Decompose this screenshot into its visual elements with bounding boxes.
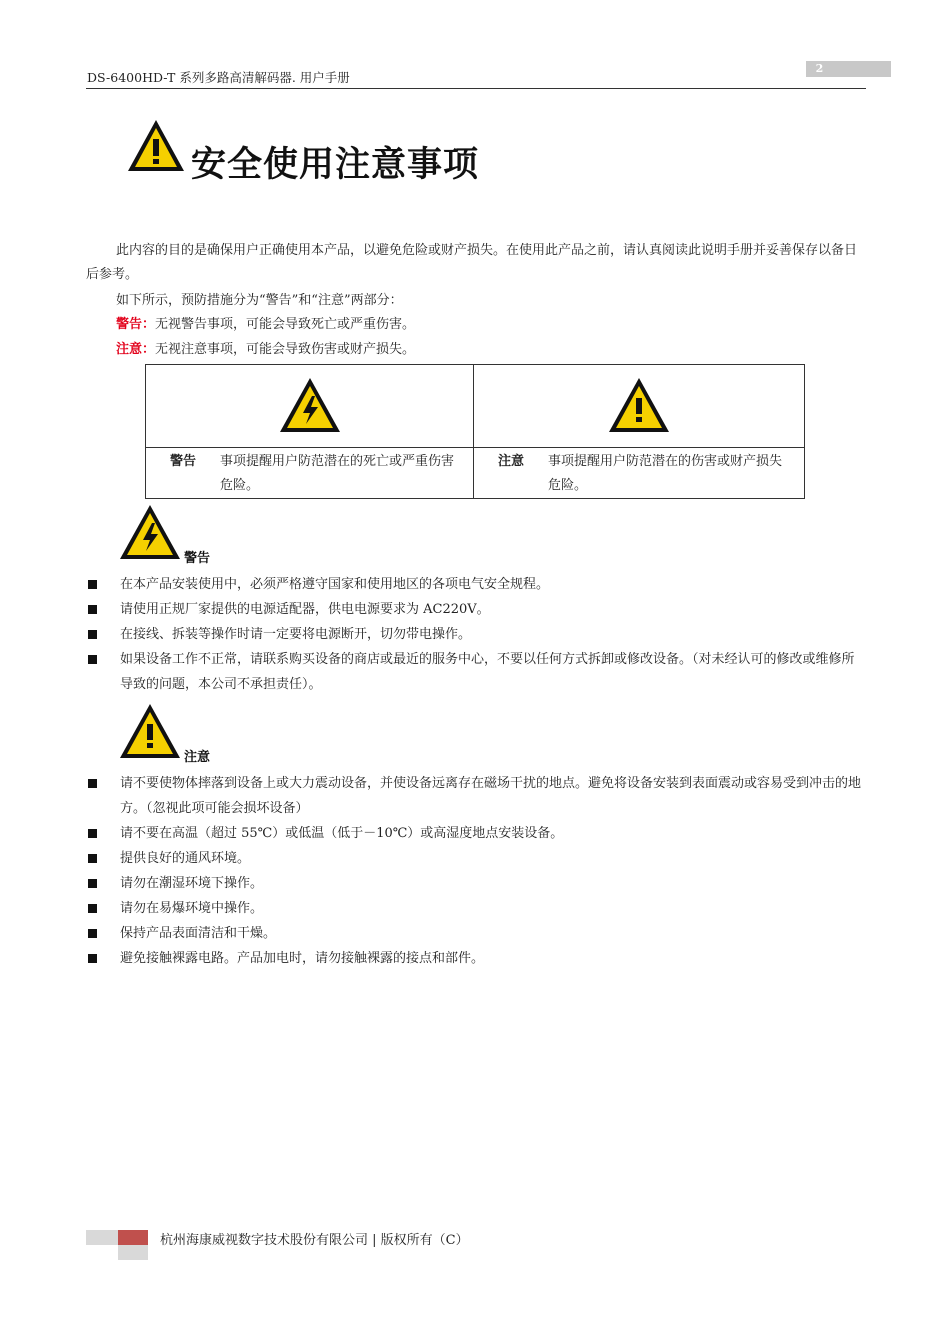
bullet-square-icon [88,630,97,639]
warning-list [86,572,866,697]
warning-label: 警告： [116,317,156,332]
intro-paragraph: 此内容的目的是确保用户正确使用本产品，以避免危险或财产损失。在使用此产品之前，请认真阅读此说明手册并妥善保存以备日后参考。 [86,243,858,282]
page-number: 2 [815,62,824,75]
caution-table-text: 事项提醒用户防范潜在的伤害或财产损失危险。 [548,454,783,493]
footer-copyright: 杭州海康威视数字技术股份有限公司 | 版权所有（C） [160,1233,469,1248]
electric-shock-warning-icon [118,503,182,561]
list-item: 提供良好的通风环境。 [86,846,866,871]
caution-triangle-icon [125,117,187,175]
list-item: 请不要在高温（超过 55℃）或低温（低于－10℃）或高湿度地点安装设备。 [86,821,866,846]
list-item: 在本产品安装使用中，必须严格遵守国家和使用地区的各项电气安全规程。 [86,572,866,597]
page-number-badge [806,61,891,77]
header-divider [86,88,866,89]
bullet-square-icon [88,954,97,963]
bullet-square-icon [88,779,97,788]
warning-section-label: 警告 [184,551,211,566]
list-item: 请勿在易爆环境中操作。 [86,896,866,921]
list-item: 请不要使物体摔落到设备上或大力震动设备，并使设备远离存在磁场干扰的地点。避免将设备安装到表面震动或容易受到冲击的地方。（忽视此项可能会损坏设备） [86,771,866,821]
list-item: 避免接触裸露电路。产品加电时，请勿接触裸露的接点和部件。 [86,946,866,971]
caution-desc-cell [474,448,805,499]
caution-exclamation-icon [607,376,671,434]
caution-definition [116,338,415,362]
footer-gray-block [86,1230,118,1245]
electric-shock-warning-icon [278,376,342,434]
warning-table-label: 警告 [169,454,196,469]
list-item: 如果设备工作不正常，请联系购买设备的商店或最近的服务中心，不要以任何方式拆卸或修改设备。（对未经认可的修改或维修所导致的问题，本公司不承担责任）。 [86,647,866,697]
caution-section-label: 注意 [184,750,211,765]
list-item: 在接线、拆装等操作时请一定要将电源断开，切勿带电操作。 [86,622,866,647]
bullet-square-icon [88,879,97,888]
bullet-square-icon [88,904,97,913]
sign-table [145,364,805,499]
page-title: 安全使用注意事项 [191,144,480,185]
bullet-square-icon [88,929,97,938]
footer-red-block [118,1230,148,1245]
list-item: 请勿在潮湿环境下操作。 [86,871,866,896]
warning-icon-cell [146,365,474,448]
list-item: 请使用正规厂家提供的电源适配器，供电电源要求为 AC220V。 [86,597,866,622]
warning-desc-cell [146,448,474,499]
bullet-square-icon [88,605,97,614]
header-title: DS-6400HD-T 系列多路高清解码器. 用户手册 [87,70,350,85]
caution-definition-text: 无视注意事项，可能会导致伤害或财产损失。 [155,342,416,357]
caution-icon-cell [474,365,805,448]
bullet-square-icon [88,829,97,838]
warning-definition [116,313,415,337]
list-item: 保持产品表面清洁和干燥。 [86,921,866,946]
bullet-square-icon [88,854,97,863]
bullet-square-icon [88,655,97,664]
intro-precaution-line: 如下所示，预防措施分为“警告”和“注意”两部分： [116,293,403,308]
caution-table-label: 注意 [497,454,524,469]
warning-table-text: 事项提醒用户防范潜在的死亡或严重伤害危险。 [220,454,455,493]
bullet-square-icon [88,580,97,589]
warning-definition-text: 无视警告事项，可能会导致死亡或严重伤害。 [155,317,416,332]
footer-gray-block-lower [118,1245,148,1260]
caution-label: 注意： [116,342,156,357]
caution-list [86,771,866,971]
caution-exclamation-icon [118,702,182,760]
